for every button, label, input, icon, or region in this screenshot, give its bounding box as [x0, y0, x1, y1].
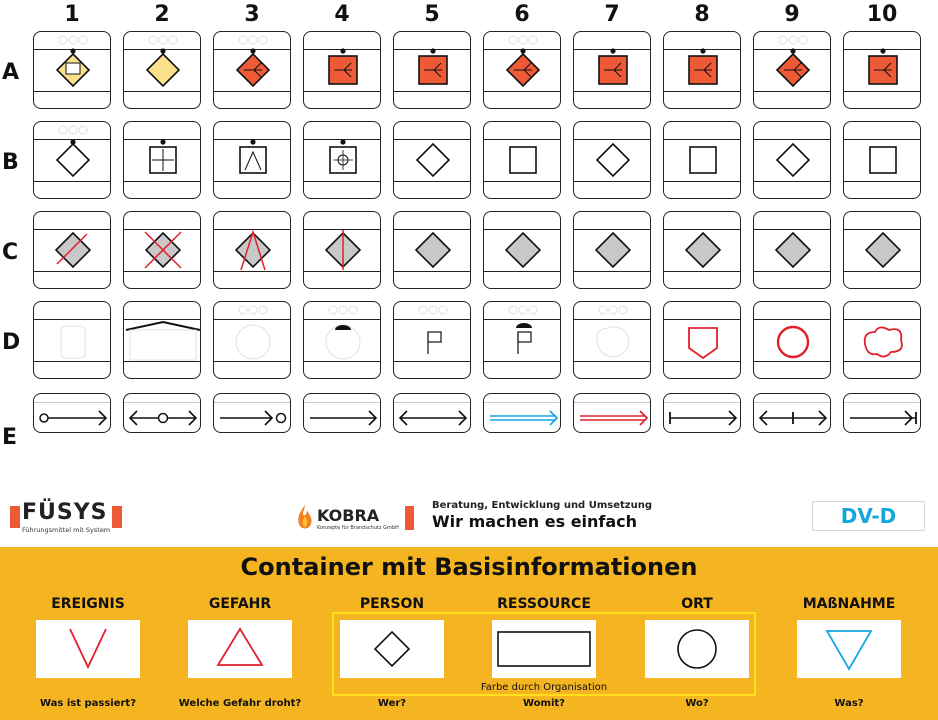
symbol-card-c-9	[753, 211, 831, 289]
kobra-logo	[295, 500, 435, 536]
symbol-icon	[304, 212, 382, 290]
symbol-icon	[394, 212, 472, 290]
symbol-icon	[34, 302, 112, 380]
legend-title: Container mit Basisinformationen	[240, 553, 698, 581]
kobra-bar	[405, 506, 414, 530]
symbol-card-e-3	[213, 393, 291, 433]
column-number: 1	[64, 2, 80, 27]
symbol-icon	[124, 302, 202, 380]
symbol-icon	[394, 302, 472, 380]
column-number: 2	[154, 2, 170, 27]
symbol-icon	[664, 122, 742, 200]
symbol-icon	[754, 122, 832, 200]
symbol-icon	[664, 212, 742, 290]
symbol-card-c-5	[393, 211, 471, 289]
triangle-down-icon	[797, 620, 901, 678]
symbol-card-c-7	[573, 211, 651, 289]
legend-label: GEFAHR	[208, 596, 272, 612]
symbol-icon	[664, 394, 742, 434]
symbol-card-b-2	[123, 121, 201, 199]
symbol-icon	[34, 212, 112, 290]
symbol-icon	[574, 212, 652, 290]
legend-question: Welche Gefahr droht?	[178, 698, 302, 709]
symbol-card-b-6	[483, 121, 561, 199]
symbol-icon	[304, 32, 382, 110]
symbol-card-a-1	[33, 31, 111, 109]
legend-label: RESSOURCE	[497, 596, 591, 612]
symbol-card-d-4	[303, 301, 381, 379]
symbol-card-d-6	[483, 301, 561, 379]
symbol-card-e-10	[843, 393, 921, 433]
kobra-name: KOBRA	[317, 506, 380, 525]
legend-symbol-box	[645, 620, 749, 678]
symbol-icon	[844, 122, 922, 200]
symbol-card-d-1	[33, 301, 111, 379]
symbol-icon	[484, 394, 562, 434]
symbol-icon	[574, 122, 652, 200]
symbol-icon	[304, 394, 382, 434]
symbol-card-e-8	[663, 393, 741, 433]
column-number: 9	[784, 2, 800, 27]
symbol-icon	[754, 32, 832, 110]
symbol-icon	[574, 302, 652, 380]
symbol-card-d-2	[123, 301, 201, 379]
legend-question: Was ist passiert?	[39, 698, 137, 709]
dv-d-badge	[812, 501, 925, 531]
flame-icon	[295, 504, 315, 532]
symbol-card-b-9	[753, 121, 831, 199]
symbol-icon	[34, 394, 112, 434]
symbol-card-c-8	[663, 211, 741, 289]
symbol-card-a-5	[393, 31, 471, 109]
symbol-icon	[124, 32, 202, 110]
symbol-card-a-9	[753, 31, 831, 109]
symbol-card-d-5	[393, 301, 471, 379]
legend-symbol-box	[36, 620, 140, 678]
symbol-icon	[754, 302, 832, 380]
row-label: E	[2, 425, 18, 450]
symbol-icon	[214, 32, 292, 110]
symbol-icon	[304, 122, 382, 200]
symbol-icon	[214, 122, 292, 200]
column-number: 3	[244, 2, 260, 27]
symbol-card-e-4	[303, 393, 381, 433]
symbol-card-e-7	[573, 393, 651, 433]
symbol-card-d-9	[753, 301, 831, 379]
symbol-icon	[394, 394, 472, 434]
symbol-icon	[214, 302, 292, 380]
kobra-tagline: Konzepte für Brandschutz GmbH	[317, 525, 399, 531]
symbol-card-e-2	[123, 393, 201, 433]
symbol-card-e-6	[483, 393, 561, 433]
symbol-icon	[304, 302, 382, 380]
column-number: 6	[514, 2, 530, 27]
symbol-icon	[394, 32, 472, 110]
fuesys-right-bar	[112, 506, 122, 528]
symbol-icon	[574, 394, 652, 434]
symbol-icon	[484, 122, 562, 200]
column-number: 7	[604, 2, 620, 27]
group-note: Farbe durch Organisation	[480, 682, 608, 693]
symbol-card-a-2	[123, 31, 201, 109]
row-label: C	[2, 240, 19, 265]
symbol-card-c-2	[123, 211, 201, 289]
symbol-icon	[754, 212, 832, 290]
symbol-icon	[484, 212, 562, 290]
legend-symbol-box	[797, 620, 901, 678]
symbol-card-b-3	[213, 121, 291, 199]
symbol-card-b-5	[393, 121, 471, 199]
symbol-card-d-8	[663, 301, 741, 379]
legend-symbol-box	[188, 620, 292, 678]
symbol-icon	[664, 302, 742, 380]
symbol-card-c-3	[213, 211, 291, 289]
symbol-card-d-10	[843, 301, 921, 379]
legend-question: Wo?	[685, 698, 709, 709]
fuesys-logo	[10, 502, 130, 536]
fuesys-name: FÜSYS	[22, 500, 108, 525]
symbol-icon	[214, 394, 292, 434]
legend-label: ORT	[681, 596, 713, 612]
symbol-icon	[124, 122, 202, 200]
badge-label: DV-D	[840, 504, 897, 528]
column-number: 8	[694, 2, 710, 27]
symbol-card-e-9	[753, 393, 831, 433]
symbol-icon	[664, 32, 742, 110]
symbol-card-a-10	[843, 31, 921, 109]
symbol-icon	[124, 394, 202, 434]
symbol-card-b-7	[573, 121, 651, 199]
open-v-icon	[36, 620, 140, 678]
fuesys-left-bar	[10, 506, 20, 528]
symbol-card-c-4	[303, 211, 381, 289]
symbol-icon	[484, 302, 562, 380]
symbol-card-b-8	[663, 121, 741, 199]
diamond-icon	[340, 620, 444, 678]
symbol-icon	[34, 32, 112, 110]
legend-question: Was?	[834, 698, 864, 709]
column-number: 4	[334, 2, 350, 27]
legend-label: MAßNAHME	[802, 596, 896, 612]
symbol-icon	[214, 212, 292, 290]
symbol-icon	[34, 122, 112, 200]
symbol-icon	[484, 32, 562, 110]
symbol-card-b-1	[33, 121, 111, 199]
symbol-card-b-4	[303, 121, 381, 199]
fuesys-tagline: Führungsmittel mit System	[22, 526, 111, 534]
legend-symbol-box	[492, 620, 596, 678]
triangle-up-icon	[188, 620, 292, 678]
symbol-icon	[394, 122, 472, 200]
symbol-card-a-8	[663, 31, 741, 109]
symbol-card-d-7	[573, 301, 651, 379]
legend-question: Wer?	[377, 698, 407, 709]
slogan-small: Beratung, Entwicklung und Umsetzung	[432, 500, 652, 511]
symbol-card-d-3	[213, 301, 291, 379]
row-label: D	[2, 330, 21, 355]
symbol-card-c-1	[33, 211, 111, 289]
symbol-card-b-10	[843, 121, 921, 199]
rectangle-icon	[492, 620, 596, 678]
symbol-card-a-6	[483, 31, 561, 109]
symbol-icon	[844, 212, 922, 290]
symbol-icon	[574, 32, 652, 110]
symbol-card-e-5	[393, 393, 471, 433]
slogan-big: Wir machen es einfach	[432, 512, 638, 531]
row-label: B	[2, 150, 19, 175]
column-number: 10	[866, 2, 898, 27]
symbol-card-c-6	[483, 211, 561, 289]
circle-icon	[645, 620, 749, 678]
column-number: 5	[424, 2, 440, 27]
legend-label: PERSON	[359, 596, 425, 612]
legend-question: Womit?	[523, 698, 565, 709]
symbol-icon	[754, 394, 832, 434]
symbol-icon	[844, 394, 922, 434]
symbol-card-a-4	[303, 31, 381, 109]
row-label: A	[2, 60, 20, 85]
symbol-card-a-7	[573, 31, 651, 109]
symbol-card-c-10	[843, 211, 921, 289]
symbol-icon	[844, 302, 922, 380]
symbol-icon	[844, 32, 922, 110]
symbol-card-a-3	[213, 31, 291, 109]
legend-label: EREIGNIS	[51, 596, 125, 612]
symbol-card-e-1	[33, 393, 111, 433]
symbol-icon	[124, 212, 202, 290]
legend-symbol-box	[340, 620, 444, 678]
